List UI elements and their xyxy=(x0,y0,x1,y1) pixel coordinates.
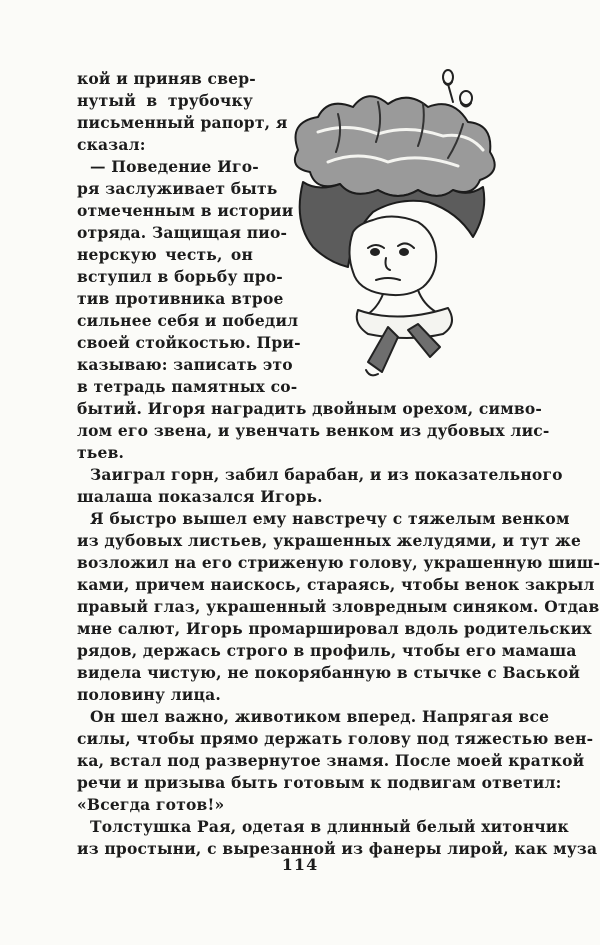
text-line: Заиграл горн, забил барабан, и из показательного xyxy=(90,465,563,484)
text-line: вступил в борьбу про- xyxy=(77,267,283,286)
text-line: отмеченным в истории xyxy=(77,201,294,220)
text-line: нерскую честь, он xyxy=(77,245,253,264)
text-line: правый глаз, украшенный зловредным синяком. Отдав xyxy=(77,597,600,616)
text-line: сказал: xyxy=(77,135,146,154)
text-line: тив противника втрое xyxy=(77,289,284,308)
text-line: Толстушка Рая, одетая в длинный белый хитончик xyxy=(90,817,569,836)
text-line: ками, причем наискось, стараясь, чтобы венок закрыл xyxy=(77,575,595,594)
text-line: Он шел важно, животиком вперед. Напрягая все xyxy=(90,707,550,726)
text-line: — Поведение Иго- xyxy=(90,157,259,176)
text-line: половину лица. xyxy=(77,685,221,704)
text-line: письменный рапорт, я xyxy=(77,113,288,132)
text-line: из дубовых листьев, украшенных желудями, и тут же xyxy=(77,531,582,550)
text-line: ря заслуживает быть xyxy=(77,179,278,198)
text-line: силы, чтобы прямо держать голову под тяжестью вен- xyxy=(77,729,594,748)
text-line: мне салют, Игорь промаршировал вдоль родительских xyxy=(77,619,592,638)
page-number: 114 xyxy=(281,855,319,874)
boy-with-oak-wreath-icon xyxy=(258,62,528,380)
text-line: лом его звена, и увенчать венком из дубовых лис- xyxy=(77,421,550,440)
text-line: речи и призыва быть готовым к подвигам ответил: xyxy=(77,773,562,792)
text-line: видела чистую, не покорябанную в стычке с Васькой xyxy=(77,663,581,682)
text-line: бытий. Игоря наградить двойным орехом, симво- xyxy=(77,399,543,418)
text-line: возложил на его стриженую голову, украшенную шиш- xyxy=(77,553,600,572)
text-line: из простыни, с вырезанной из фанеры лирой, как муза xyxy=(77,839,598,858)
text-line: тьев. xyxy=(77,443,125,462)
text-line: Я быстро вышел ему навстречу с тяжелым венком xyxy=(90,509,570,528)
text-line: сильнее себя и победил xyxy=(77,311,299,330)
text-line: в тетрадь памятных со- xyxy=(77,377,298,396)
text-line: кой и приняв свер- xyxy=(77,69,256,88)
text-line: «Всегда готов!» xyxy=(77,795,225,814)
text-line: казываю: записать это xyxy=(77,355,293,374)
text-line: шалаша показался Игорь. xyxy=(77,487,323,506)
text-line: отряда. Защищая пио- xyxy=(77,223,288,242)
text-line: своей стойкостью. При- xyxy=(77,333,301,352)
text-line: ка, встал под развернутое знамя. После моей краткой xyxy=(77,751,585,770)
text-line: нутый в трубочку xyxy=(77,91,253,110)
text-line: рядов, держась строго в профиль, чтобы его мамаша xyxy=(77,641,577,660)
